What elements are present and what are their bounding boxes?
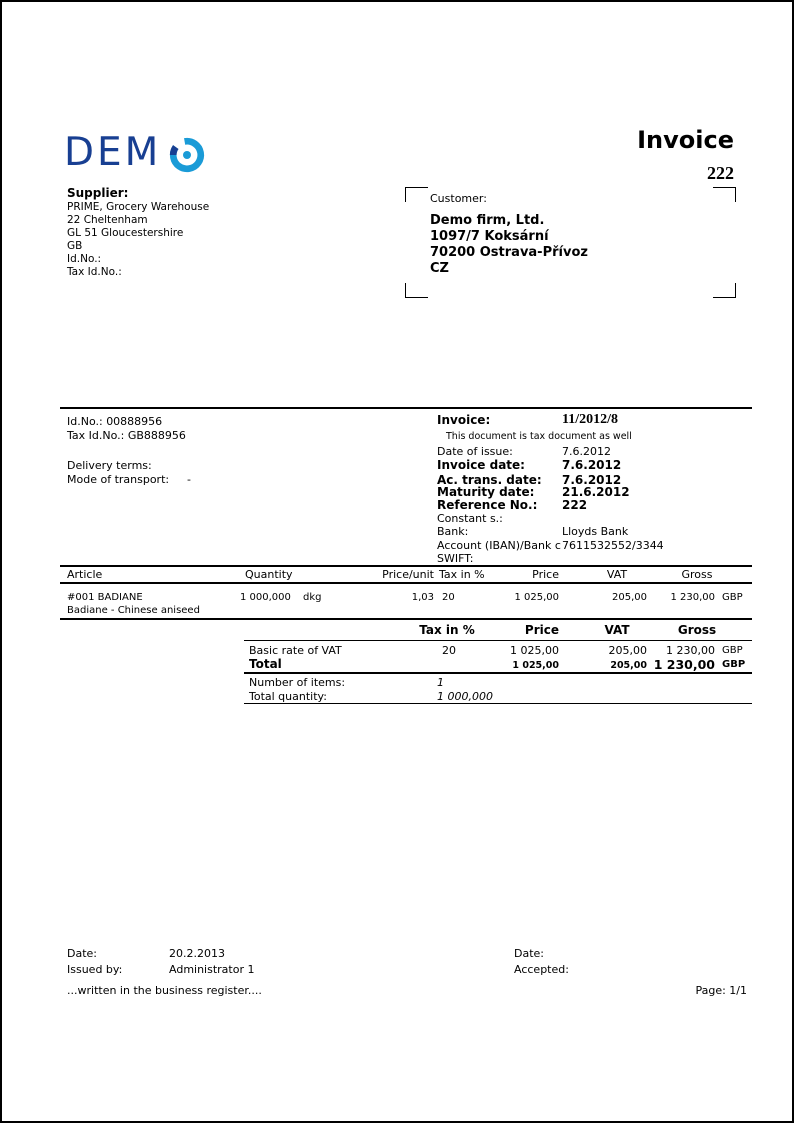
supplier-tax-id-label: Tax Id.No.: [67, 266, 122, 278]
summary-total-price: 1 025,00 [512, 660, 559, 671]
number-of-items-value: 1 [437, 676, 444, 689]
supplier-region: GL 51 Gloucestershire [67, 227, 184, 239]
crop-mark-bottom-left-icon [405, 283, 428, 298]
footer-date-value: 20.2.2013 [169, 947, 225, 960]
footer-issued-by-label: Issued by: [67, 963, 123, 976]
summary-header-price: Price [524, 623, 559, 637]
supplier-name: PRIME, Grocery Warehouse [67, 201, 210, 213]
info-label-bank: Bank: [437, 525, 469, 538]
item-tax: 20 [442, 592, 455, 603]
info-value-date-of-issue: 7.6.2012 [562, 445, 611, 458]
col-header-tax: Tax in % [439, 568, 485, 581]
divider-top [60, 407, 752, 409]
item-price: 1 025,00 [514, 592, 559, 603]
page-indicator: Page: 1/1 [695, 984, 747, 997]
page-title: Invoice [637, 126, 734, 154]
customer-country: CZ [430, 261, 449, 276]
info-value-invoice-date: 7.6.2012 [562, 458, 622, 472]
footer-accepted-date-label: Date: [514, 947, 544, 960]
crop-mark-top-left-icon [405, 187, 428, 202]
customer-label: Customer: [430, 192, 487, 205]
mode-of-transport-label: Mode of transport: [67, 473, 170, 486]
summary-header-tax: Tax in % [419, 623, 475, 637]
register-note: ...written in the business register.... [67, 984, 262, 997]
info-label-maturity-date: Maturity date: [437, 485, 535, 499]
invoice-number-value: 11/2012/8 [562, 412, 619, 427]
info-value-maturity-date: 21.6.2012 [562, 485, 630, 499]
crop-mark-bottom-right-icon [713, 283, 736, 298]
info-value-account: 7611532552/3344 [562, 539, 664, 552]
item-unit: dkg [303, 592, 322, 603]
footer-date-label: Date: [67, 947, 97, 960]
supplier-country: GB [67, 240, 83, 252]
crop-mark-top-right-icon [713, 187, 736, 202]
item-vat: 205,00 [612, 592, 647, 603]
number-of-items-label: Number of items: [249, 676, 346, 689]
supplier-street: 22 Cheltenham [67, 214, 148, 226]
item-price-unit: 1,03 [411, 592, 434, 603]
col-header-price: Price [532, 568, 559, 581]
customer-street: 1097/7 Koksární [430, 229, 549, 244]
footer-accepted-label: Accepted: [514, 963, 569, 976]
summary-header-vat: VAT [604, 623, 630, 637]
summary-header-line [244, 640, 752, 641]
logo-ring-icon [168, 136, 206, 174]
col-header-price-unit: Price/unit [382, 568, 434, 581]
info-label-invoice-date: Invoice date: [437, 458, 525, 472]
customer-name: Demo firm, Ltd. [430, 213, 545, 228]
info-label-ac-trans-date: Ac. trans. date: [437, 473, 542, 487]
invoice-number-big: 222 [707, 163, 734, 183]
col-header-vat: VAT [606, 568, 628, 581]
summary-total-vat: 205,00 [610, 660, 647, 671]
info-value-reference-no: 222 [562, 498, 588, 512]
table-header-bottom-line [60, 582, 752, 584]
info-label-date-of-issue: Date of issue: [437, 445, 513, 458]
item-quantity: 1 000,000 [240, 592, 291, 603]
info-value-bank: Lloyds Bank [562, 525, 629, 538]
company-logo-text: DEM [64, 130, 162, 175]
supplier-tax-id-no: Tax Id.No.: GB888956 [67, 429, 186, 442]
customer-city: 70200 Ostrava-Přívoz [430, 245, 588, 260]
footer-issued-by-value: Administrator 1 [169, 963, 255, 976]
info-label-reference-no: Reference No.: [437, 498, 538, 512]
mode-of-transport-value: - [187, 473, 191, 486]
item-gross: 1 230,00 [670, 592, 715, 603]
summary-vat-row-gross: 1 230,00 [666, 644, 715, 657]
info-label-constant-s: Constant s.: [437, 512, 503, 525]
supplier-id-no-label: Id.No.: [67, 253, 102, 265]
summary-total-currency: GBP [722, 659, 746, 670]
summary-vat-row-vat: 205,00 [608, 644, 647, 657]
item-currency: GBP [722, 592, 743, 603]
summary-vat-row-label: Basic rate of VAT [249, 644, 342, 657]
summary-vat-row-tax: 20 [442, 644, 456, 657]
total-quantity-value: 1 000,000 [437, 690, 493, 703]
item-article: #001 BADIANE [67, 592, 143, 603]
summary-vat-row-currency: GBP [722, 645, 743, 656]
col-header-article: Article [67, 568, 103, 581]
tax-document-note: This document is tax document as well [446, 431, 632, 442]
summary-total-line [244, 672, 752, 674]
item-description: Badiane - Chinese aniseed [67, 605, 200, 616]
supplier-label: Supplier: [67, 186, 129, 200]
info-label-swift: SWIFT: [437, 552, 474, 565]
col-header-gross: Gross [681, 568, 713, 581]
invoice-label: Invoice: [437, 413, 491, 427]
summary-total-gross: 1 230,00 [653, 657, 715, 672]
summary-header-gross: Gross [677, 623, 717, 637]
delivery-terms-label: Delivery terms: [67, 459, 152, 472]
supplier-id-no: Id.No.: 00888956 [67, 415, 163, 428]
table-header-top-line [60, 565, 752, 567]
total-quantity-label: Total quantity: [249, 690, 327, 703]
info-label-account: Account (IBAN)/Bank c [437, 539, 561, 552]
summary-vat-row-price: 1 025,00 [510, 644, 559, 657]
col-header-quantity: Quantity [245, 568, 293, 581]
summary-bottom-line [244, 703, 752, 704]
table-bottom-line [60, 618, 752, 620]
summary-total-label: Total [249, 657, 282, 671]
info-value-ac-trans-date: 7.6.2012 [562, 473, 622, 487]
